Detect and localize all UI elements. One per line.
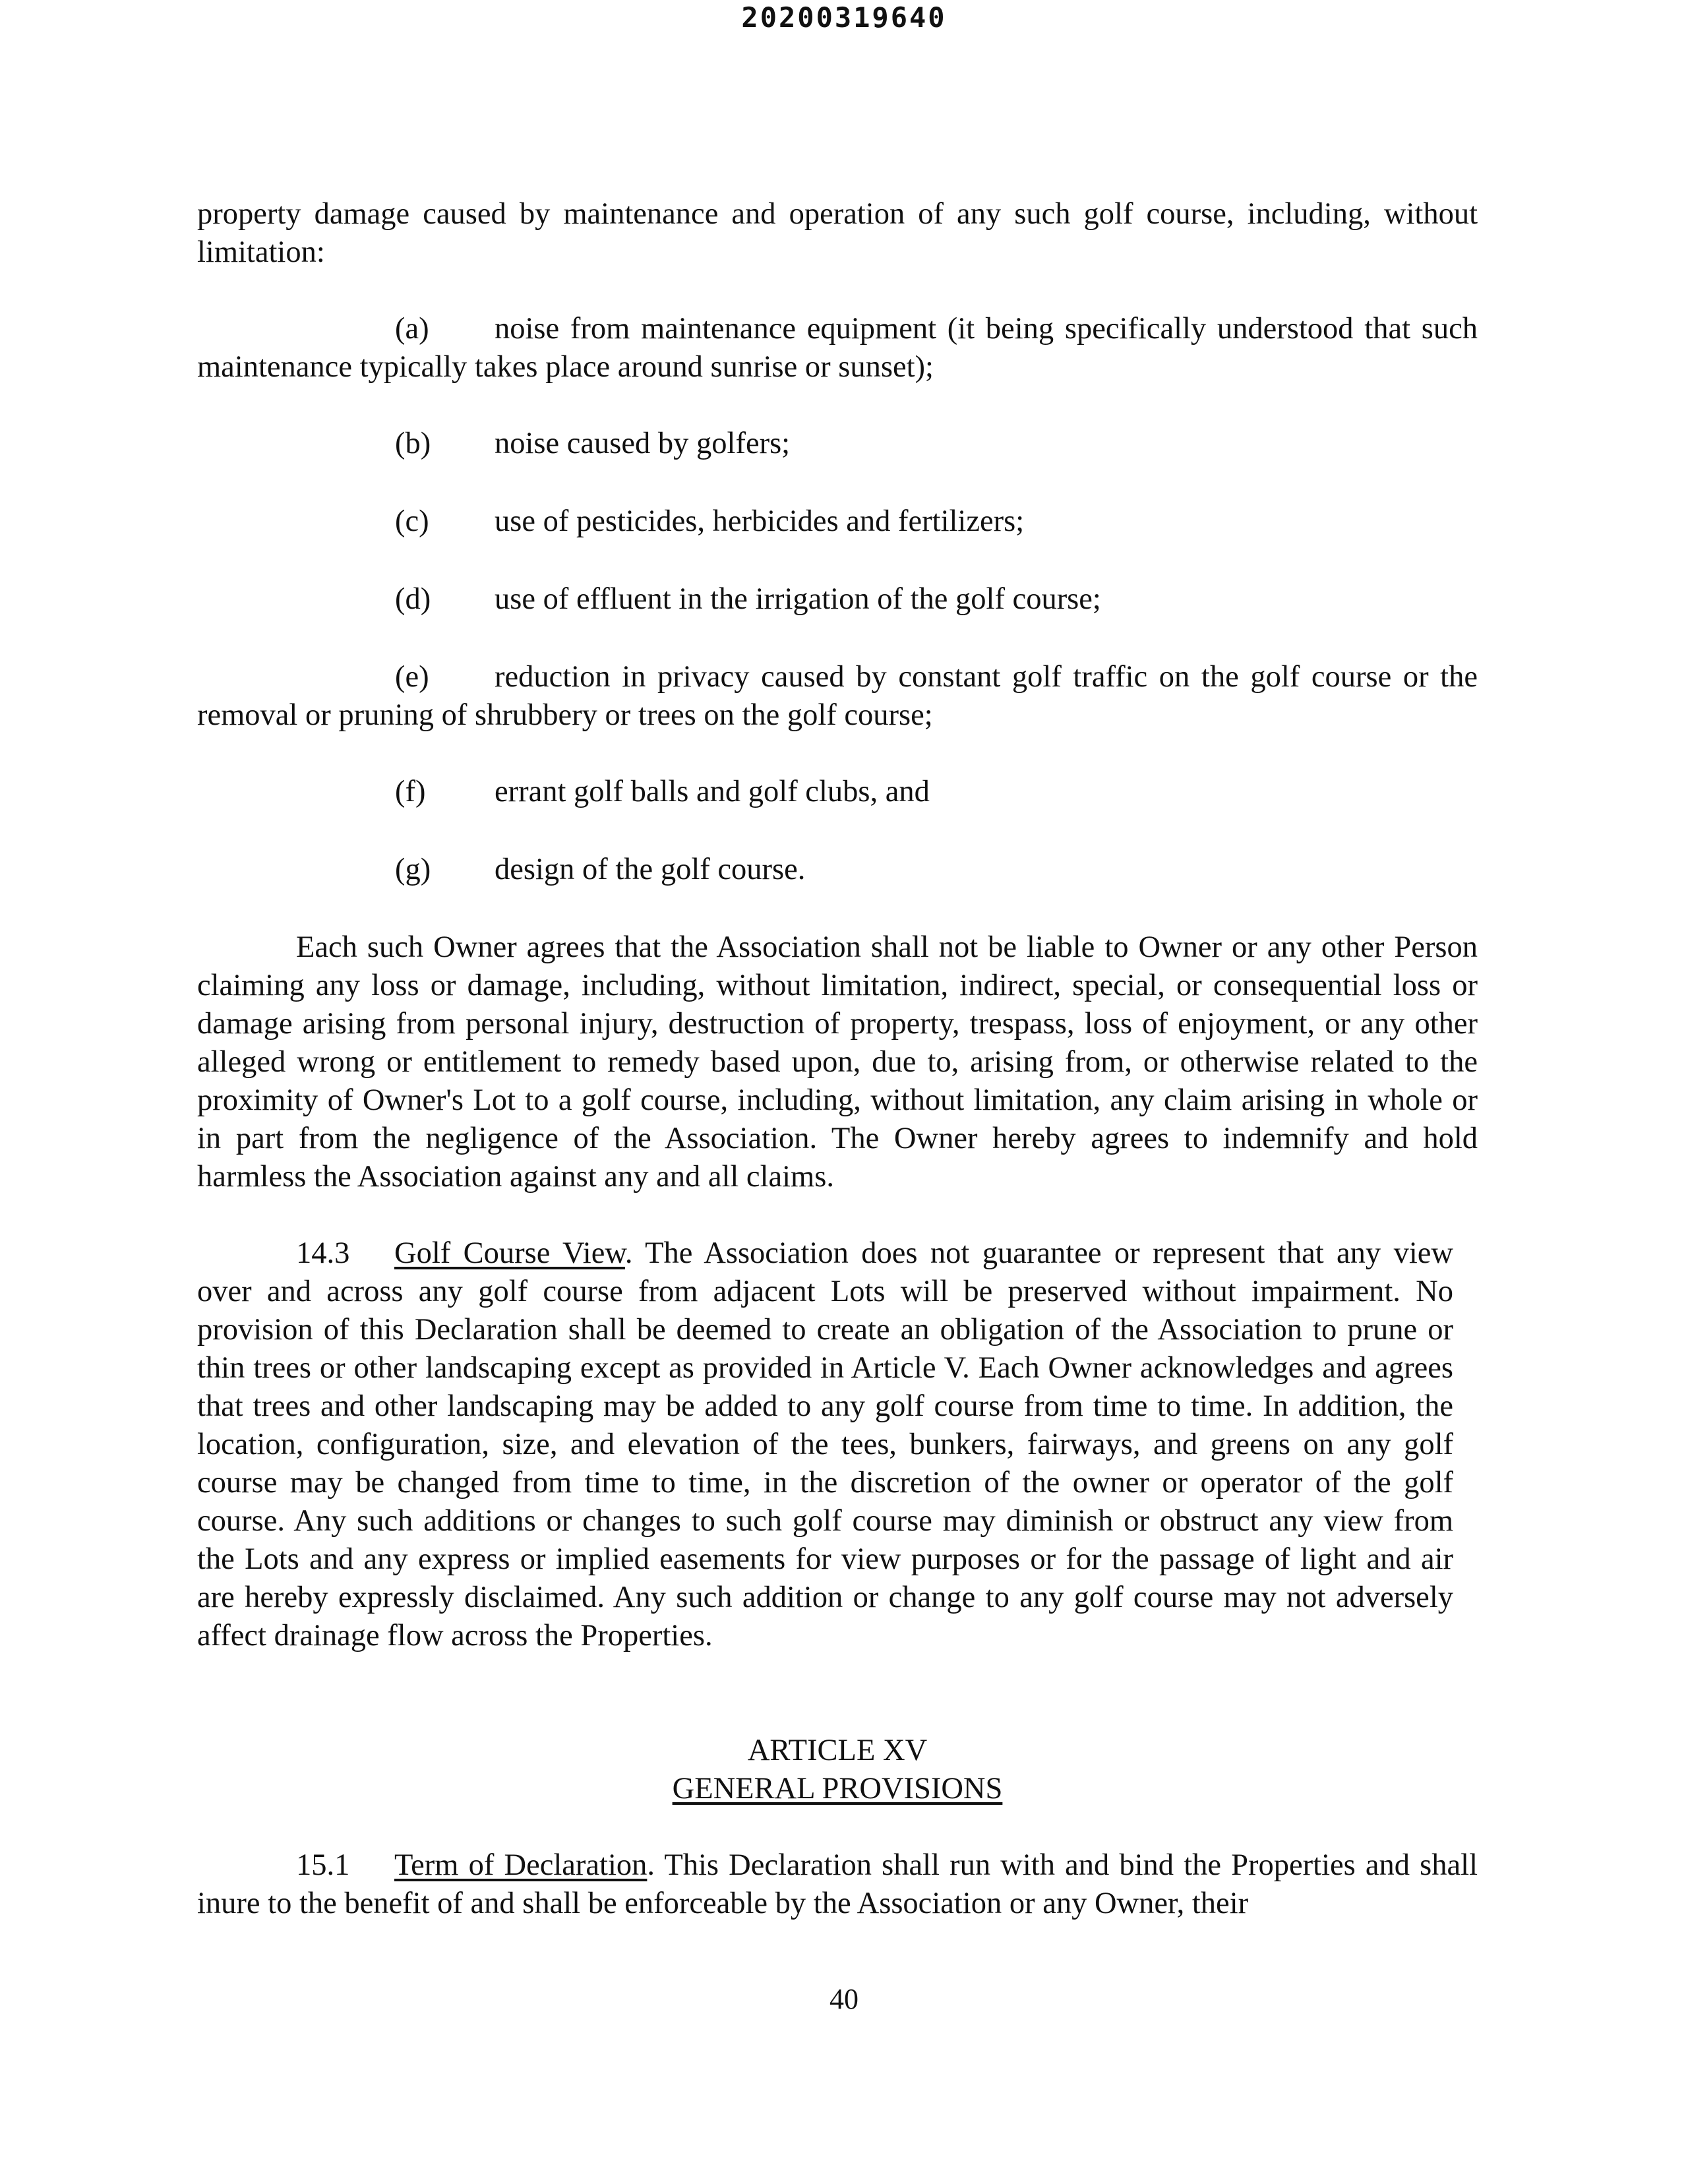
section-number: 14.3 [296, 1236, 350, 1270]
list-text: use of pesticides, herbicides and fertilizers; [495, 504, 1025, 538]
list-text: noise from maintenance equipment (it being specifically understood that such maintenance typically takes place around sunrise or sunset); [197, 312, 1478, 384]
list-item-b [197, 425, 1478, 463]
list-label: (g) [395, 853, 431, 886]
list-label: (d) [395, 582, 431, 616]
page-number: 40 [829, 1983, 859, 2015]
article-number: ARTICLE XV [747, 1734, 928, 1767]
document-page [197, 195, 1478, 1923]
section-title: Golf Course View [394, 1236, 625, 1270]
liability-paragraph: Each such Owner agrees that the Association shall not be liable to Owner or any other Person claiming any loss or damage, including, without limitation, indirect, special, or consequential loss or damage arising from personal injury, destruction of property, trespass, loss of enjoyment, or any other alleged wrong or entitlement to remedy based upon, due to, arising from, or otherwise related to the proximity of Owner's Lot to a golf course, including, without limitation, any claim arising in whole or in part from the negligence of the Association. The Owner hereby agrees to indemnify and hold harmless the Association against any and all claims. [197, 930, 1478, 1194]
list-item-c [197, 502, 1478, 541]
section-text: The Association does not guarantee or represent that any view over and across any golf course from adjacent Lots will be preserved without impairment. No provision of this Declaration shall be deemed to create an obligation of the Association to prune or thin trees or other landscaping except as provided in Article V. Each Owner acknowledges and agrees that trees and other landscaping may be added to any golf course from time to time. In addition, the location, configuration, size, and elevation of the tees, bunkers, fairways, and greens on any golf course may be changed from time to time, in the discretion of the owner or operator of the golf course. Any such additions or changes to such golf course may diminish or obstruct any view from the Lots and any express or implied easements for view purposes or for the passage of light and air are hereby expressly disclaimed. Any such addition or change to any golf course may not adversely affect drainage flow across the Properties. [197, 1236, 1454, 1653]
article-title: GENERAL PROVISIONS [672, 1772, 1003, 1805]
list-item-f [197, 773, 1478, 811]
list-item-g [197, 851, 1478, 889]
list-label: (a) [395, 312, 429, 346]
list-item-d [197, 580, 1478, 619]
list-text: use of effluent in the irrigation of the golf course; [495, 582, 1101, 616]
list-text: noise caused by golfers; [495, 427, 791, 460]
section-title-period: . [624, 1236, 633, 1270]
list-text: reduction in privacy caused by constant golf traffic on the golf course or the removal or pruning of shrubbery or trees on the golf course; [197, 660, 1478, 732]
intro-paragraph: property damage caused by maintenance and operation of any such golf course, including, without limitation: [197, 197, 1478, 269]
section-14-3 [197, 1234, 1453, 1655]
list-item-a [197, 310, 1478, 386]
list-item-e [197, 658, 1478, 735]
section-text: This Declaration shall run with and bind the Properties and shall inure to the benefit of and shall be enforceable by the Association or any Owner, their [197, 1848, 1478, 1920]
list-label: (c) [395, 504, 429, 538]
article-heading [197, 1732, 1478, 1808]
list-text: errant golf balls and golf clubs, and [495, 775, 930, 808]
section-15-1 [197, 1846, 1478, 1923]
section-title-period: . [647, 1848, 655, 1882]
list-label: (e) [395, 660, 429, 694]
list-text: design of the golf course. [495, 853, 806, 886]
document-number: 20200319640 [741, 1, 947, 34]
section-title: Term of Declaration [394, 1848, 648, 1882]
list-label: (b) [395, 427, 431, 460]
section-number: 15.1 [296, 1848, 350, 1882]
list-label: (f) [395, 775, 426, 808]
